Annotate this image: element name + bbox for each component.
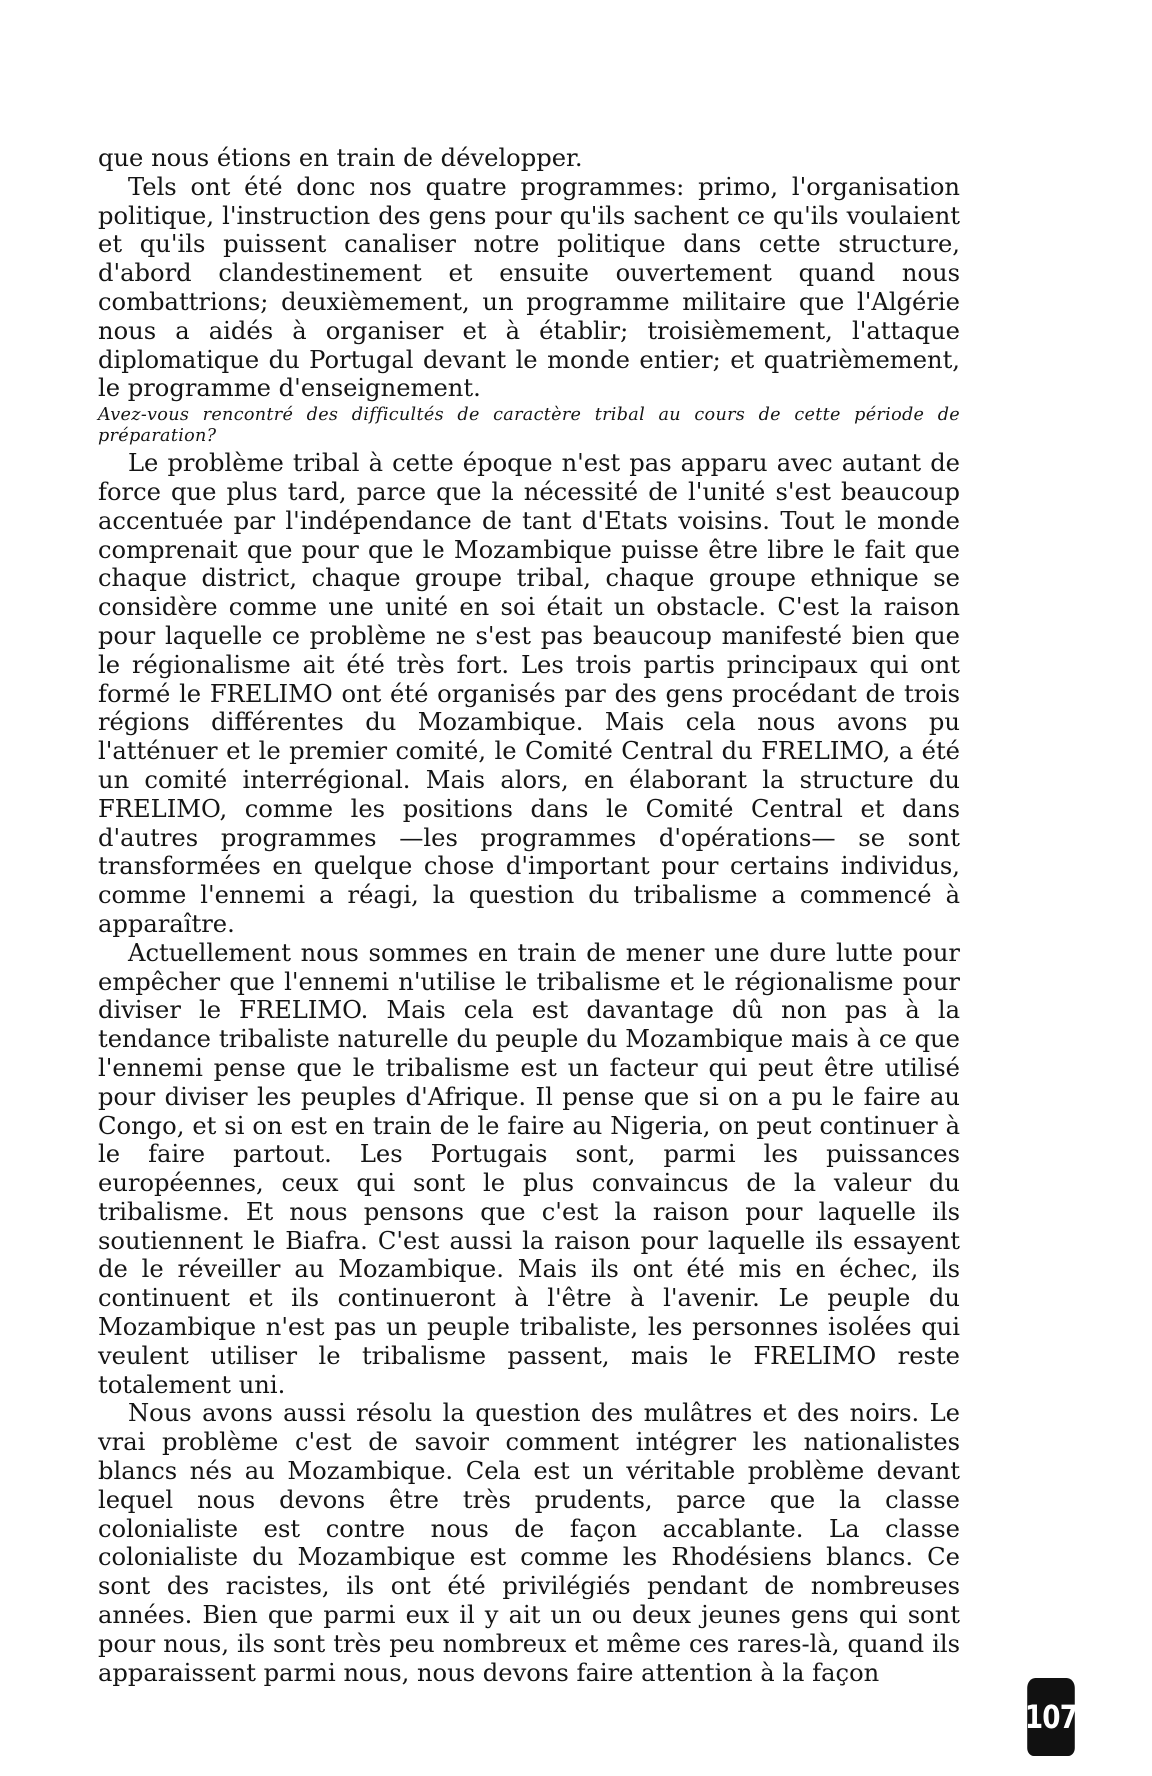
paragraph-programmes: Tels ont été donc nos quatre programmes: primo, l'organisation politique, l'instruction des gens pour qu'ils sachent ce qu'ils voulaient et qu'ils puissent canaliser notre politique dans cette structure, d'abord clandestinement et ensuite ouvertement quand nous combattrions; deuxièmement, un programme militaire que l'Algérie nous a aidés à organiser et à établir; troisièmement, l'attaque diplomatique du Portugal devant le monde entier; et quatrièmement, le programme d'enseignement. — [98, 172, 960, 403]
paragraph-continuation: que nous étions en train de développer. — [98, 144, 583, 172]
document-page — [98, 144, 960, 1687]
paragraph-current-struggle: Actuellement nous sommes en train de mener une dure lutte pour empêcher que l'ennemi n'utilise le tribalisme et le régionalisme pour diviser le FRELIMO. Mais cela est davantage dû non pas à la tendance tribaliste naturelle du peuple du Mozambique mais à ce que l'ennemi pense que le tribalisme est un facteur qui peut être utilisé pour diviser les peuples d'Afrique. Il pense que si on a pu le faire au Congo, et si on est en train de le faire au Nigeria, on peut continuer à le faire partout. Les Portugais sont, parmi les puissances européennes, ceux qui sont le plus convaincus de la valeur du tribalisme. Et nous pensons que c'est la raison pour laquelle ils soutiennent le Biafra. C'est aussi la raison pour laquelle ils essayent de le réveiller au Mozambique. Mais ils ont été mis en échec, ils continuent et ils continueront à l'être à l'avenir. Le peuple du Mozambique n'est pas un peuple tribaliste, les personnes isolées qui veulent utiliser le tribalisme passent, mais le FRELIMO reste totalement uni. — [98, 938, 960, 1399]
text-block — [98, 144, 960, 1687]
page-number-badge: 107 — [1027, 1678, 1075, 1756]
interview-question: Avez-vous rencontré des difficultés de caractère tribal au cours de cette période de préparation? — [98, 405, 960, 447]
paragraph-mulattoes-question: Nous avons aussi résolu la question des mulâtres et des noirs. Le vrai problème c'est de savoir comment intégrer les nationalistes blancs nés au Mozambique. Cela est un véritable problème devant lequel nous devons être très prudents, parce que la classe colonialiste est contre nous de façon accablante. La classe colonialiste du Mozambique est comme les Rhodésiens blancs. Ce sont des racistes, ils ont été privilégiés pendant de nombreuses années. Bien que parmi eux il y ait un ou deux jeunes gens qui sont pour nous, ils sont très peu nombreux et même ces rares-là, quand ils apparaissent parmi nous, nous devons faire attention à la façon — [98, 1399, 960, 1687]
paragraph-tribal-problem: Le problème tribal à cette époque n'est pas apparu avec autant de force que plus tard, parce que la nécessité de l'unité s'est beaucoup accentuée par l'indépendance de tant d'Etats voisins. Tout le monde comprenait que pour que le Mozambique puisse être libre le fait que chaque district, chaque groupe tribal, chaque groupe ethnique se considère comme une unité en soi était un obstacle. C'est la raison pour laquelle ce problème ne s'est pas beaucoup manifesté bien que le régionalisme ait été très fort. Les trois partis principaux qui ont formé le FRELIMO ont été organisés par des gens procédant de trois régions différentes du Mozambique. Mais cela nous avons pu l'atténuer et le premier comité, le Comité Central du FRELIMO, a été un comité interrégional. Mais alors, en élaborant la structure du FRELIMO, comme les positions dans le Comité Central et dans d'autres programmes —les programmes d'opérations— se sont transformées en quelque chose d'important pour certains individus, comme l'ennemi a réagi, la question du tribalisme a commencé à apparaître. — [98, 449, 960, 938]
